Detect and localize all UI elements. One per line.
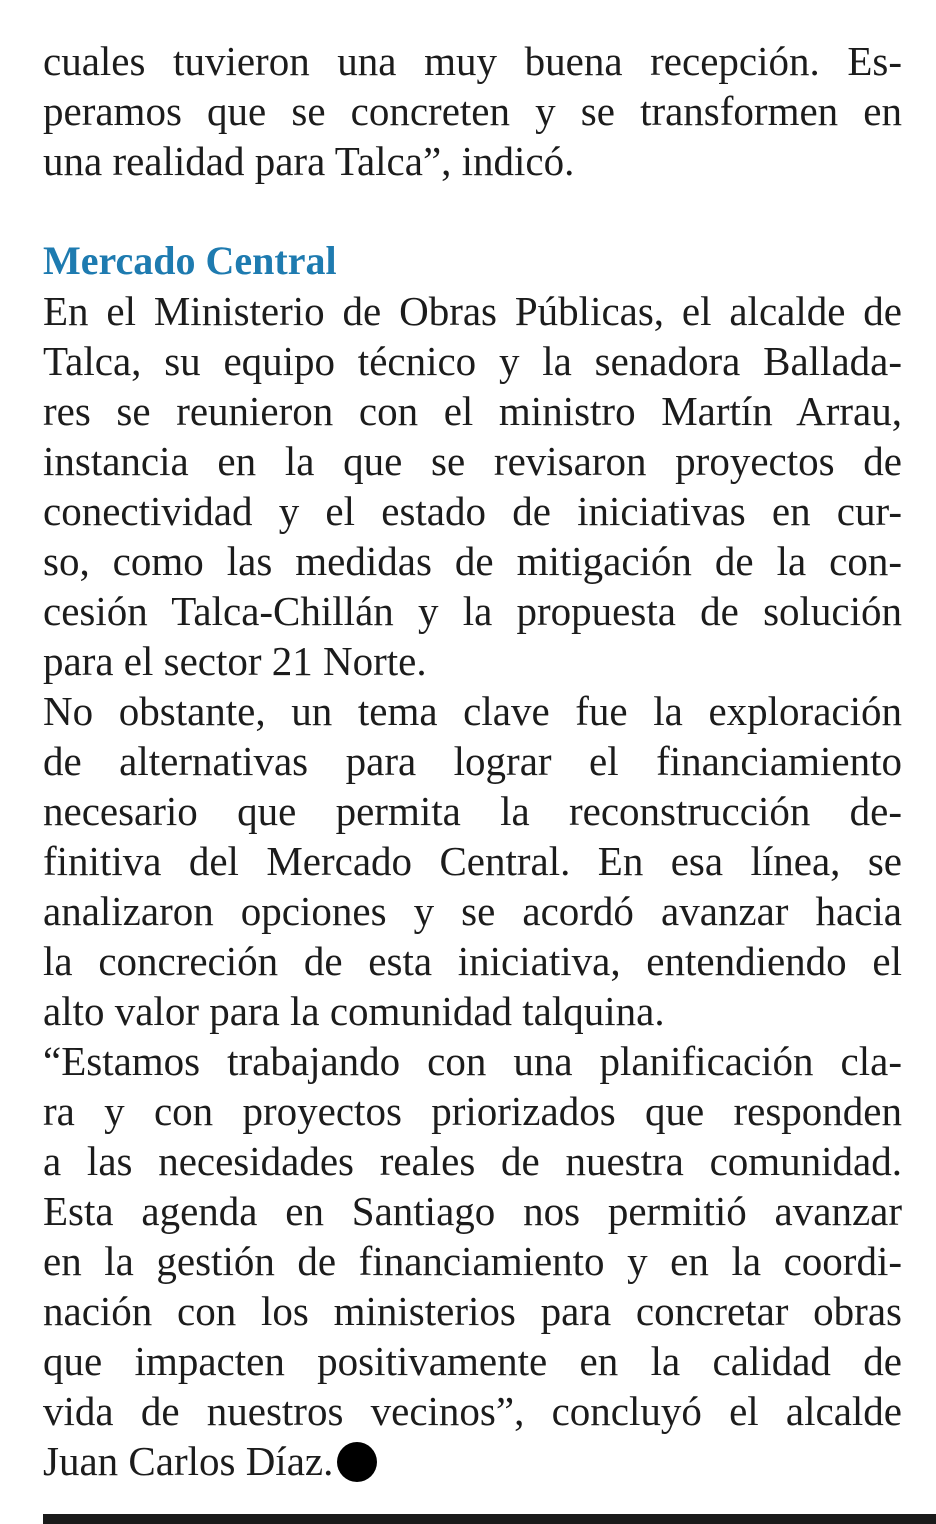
text-line: de alternativas para lograr el financiamiento xyxy=(43,738,902,784)
text-line: No obstante, un tema clave fue la exploración xyxy=(43,688,902,734)
text-line: Esta agenda en Santiago nos permitió avanzar xyxy=(43,1188,902,1234)
intro-paragraph xyxy=(43,36,902,186)
paragraph-ministerio xyxy=(43,286,902,686)
text-line: analizaron opciones y se acordó avanzar hacia xyxy=(43,888,902,934)
text-line: En el Ministerio de Obras Públicas, el alcalde de xyxy=(43,288,902,334)
text-line: necesario que permita la reconstrucción de- xyxy=(43,788,902,834)
text-line-final-text: Juan Carlos Díaz. xyxy=(43,1438,334,1484)
text-line: vida de nuestros vecinos”, concluyó el alcalde xyxy=(43,1388,902,1434)
text-line: peramos que se concreten y se transformen en xyxy=(43,88,902,134)
text-line: cesión Talca-Chillán y la propuesta de solución xyxy=(43,588,902,634)
text-line: una realidad para Talca”, indicó. xyxy=(43,138,575,184)
text-line: alto valor para la comunidad talquina. xyxy=(43,988,665,1034)
text-line: a las necesidades reales de nuestra comunidad. xyxy=(43,1138,902,1184)
section-heading: Mercado Central xyxy=(43,238,337,283)
text-line: ra y con proyectos priorizados que responden xyxy=(43,1088,902,1134)
paragraph-financiamiento xyxy=(43,686,902,1036)
text-line: conectividad y el estado de iniciativas en cur- xyxy=(43,488,902,534)
text-line: en la gestión de financiamiento y en la coordi- xyxy=(43,1238,902,1284)
text-line: Talca, su equipo técnico y la senadora Ballada- xyxy=(43,338,902,384)
text-line: para el sector 21 Norte. xyxy=(43,638,427,684)
text-line: nación con los ministerios para concretar obras xyxy=(43,1288,902,1334)
text-line: finitiva del Mercado Central. En esa línea, se xyxy=(43,838,902,884)
text-line: la concreción de esta iniciativa, entendiendo el xyxy=(43,938,902,984)
text-line: so, como las medidas de mitigación de la con- xyxy=(43,538,902,584)
text-line-final xyxy=(43,1436,902,1486)
text-line: que impacten positivamente en la calidad de xyxy=(43,1338,902,1384)
paragraph-quote xyxy=(43,1036,902,1486)
section-spacer xyxy=(43,186,902,236)
bottom-rule xyxy=(43,1514,936,1524)
text-line: “Estamos trabajando con una planificación cla- xyxy=(43,1038,902,1084)
end-of-article-dot-icon xyxy=(337,1442,377,1482)
text-line: res se reunieron con el ministro Martín Arrau, xyxy=(43,388,902,434)
text-line: instancia en la que se revisaron proyectos de xyxy=(43,438,902,484)
text-line: cuales tuvieron una muy buena recepción. Es- xyxy=(43,38,902,84)
